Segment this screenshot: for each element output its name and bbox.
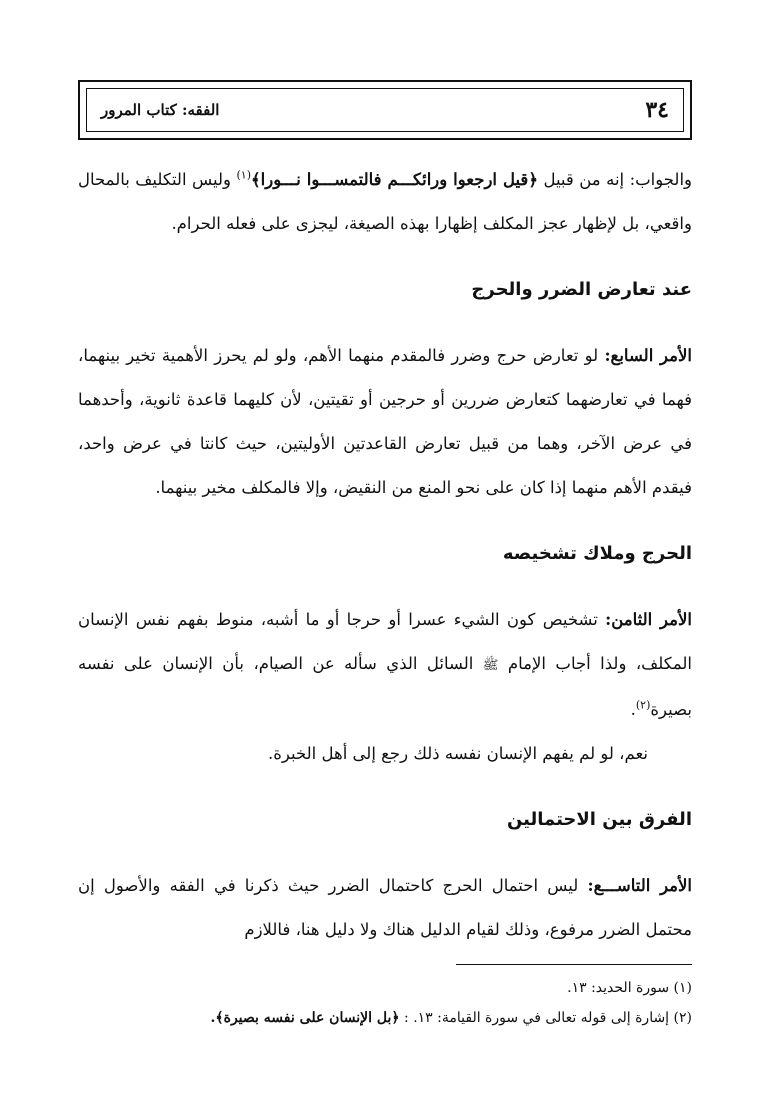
note-text: نعم، لو لم يفهم الإنسان نفسه ذلك رجع إلى أهل الخبرة. (268, 744, 648, 763)
answer-lead: والجواب: إنه من قبيل (543, 170, 693, 189)
footnote-ref-2: (٢) (635, 698, 651, 712)
answer-rest: وليس التكليف بالمحال واقعي، بل لإظهار عجز المكلف إظهارا بهذه الصيغة، ليجزى على فعله الحرام. (78, 170, 692, 233)
ninth-label: الأمر التاســـع: (587, 876, 693, 895)
salutation-glyph: ﷺ (482, 658, 499, 673)
footnote-1: (١) سورة الحديد: ١٣. (567, 980, 692, 996)
answer-paragraph (78, 158, 692, 246)
ninth-text: ليس احتمال الحرج كاحتمال الضرر حيث ذكرنا في الفقه والأصول إن محتمل الضرر مرفوع، وذلك لقيام الدليل هناك ولا دليل هنا، فاللازم (78, 876, 692, 939)
running-title: الفقه: كتاب المرور (101, 101, 220, 119)
page-header (78, 80, 692, 140)
footnote-2-text: (٢) إشارة إلى قوله تعالى في سورة القيامة: ١٣. : (404, 1010, 692, 1026)
section-heading-1: عند تعارض الضرر والحرج (471, 279, 692, 300)
eighth-text-b: السائل الذي سأله عن الصيام، بأن الإنسان على نفسه بصيرة (78, 654, 692, 719)
eighth-text-a: تشخيص كون الشيء عسرا أو حرجا أو ما أشبه، منوط بفهم نفس الإنسان المكلف، ولذا أجاب الإمام (78, 610, 692, 673)
eighth-text-end: . (630, 700, 636, 719)
footnote-2 (78, 1003, 692, 1033)
page-number: ٣٤ (645, 97, 669, 123)
seventh-label: الأمر السابع: (604, 346, 692, 365)
seventh-text: لو تعارض حرج وضرر فالمقدم منهما الأهم، ولو لم يحرز الأهمية تخير بينهما، فهما في تعارضهما كتعارض ضررين أو حرجين أو تقيتين، لأن كليهما قاعدة ثانوية، وأحدهما في عرض الآخر، وهما من قبيل تعارض القاعدتين الأوليتين، حيث كانتا في عرض واحد، فيقدم الأهم منهما إذا كان على نحو المنع من النقيض، وإلا فالمكلف مخير بينهما. (78, 346, 692, 497)
eighth-paragraph (78, 598, 692, 732)
footnote-rule (456, 964, 692, 965)
page-header-frame (86, 88, 684, 132)
section-heading-3: الفرق بين الاحتمالين (506, 809, 692, 830)
footnote-ref-1: (١) (236, 168, 251, 182)
quran-verse-1: ﴿قيل ارجعوا ورائكـــم فالتمســـوا نـــورا﴾ (250, 170, 538, 189)
footnote-2-verse: ﴿بل الإنسان على نفسه بصيرة﴾. (210, 1010, 400, 1026)
ninth-paragraph (78, 864, 692, 952)
note-paragraph (78, 732, 692, 776)
eighth-label: الأمر الثامن: (605, 610, 692, 629)
page-body (78, 158, 692, 952)
seventh-paragraph (78, 334, 692, 510)
section-heading-2: الحرج وملاك تشخيصه (502, 543, 692, 564)
footnotes (78, 964, 692, 1033)
